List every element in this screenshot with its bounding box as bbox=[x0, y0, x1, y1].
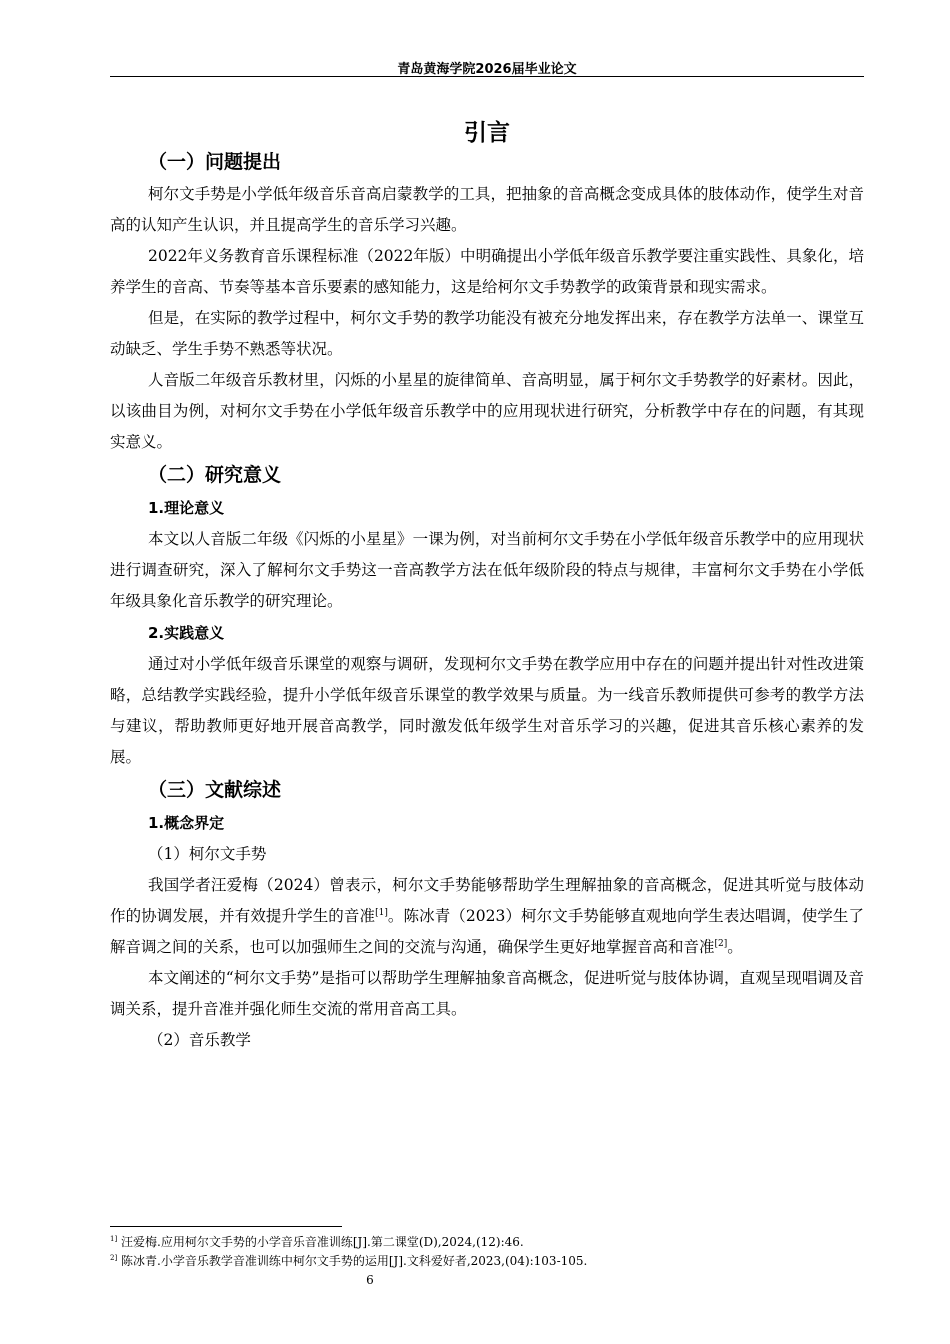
body-content bbox=[110, 145, 864, 1056]
section-heading-literature: （三）文献综述 bbox=[148, 779, 282, 801]
running-header: 青岛黄海学院2026届毕业论文 bbox=[397, 62, 577, 77]
list-item-music-teaching: （2）音乐教学 bbox=[148, 1031, 251, 1049]
paragraph: 本文以人音版二年级《闪烁的小星星》一课为例，对当前柯尔文手势在小学低年级音乐教学中的应用现状进行调查研究，深入了解柯尔文手势这一音高教学方法在低年级阶段的特点与规律，丰富柯尔文手势在小学低年级具象化音乐教学的研究理论。 bbox=[110, 530, 864, 610]
paragraph: 2022年义务教育音乐课程标准（2022年版）中明确提出小学低年级音乐教学要注重实践性、具象化，培养学生的音高、节奏等基本音乐要素的感知能力，这是给柯尔文手势教学的政策背景和现实需求。 bbox=[110, 247, 864, 296]
paragraph: 通过对小学低年级音乐课堂的观察与调研，发现柯尔文手势在教学应用中存在的问题并提出针对性改进策略，总结教学实践经验，提升小学低年级音乐课堂的教学效果与质量。为一线音乐教师提供可参考的教学方法与建议，帮助教师更好地开展音高教学，同时激发低年级学生对音乐学习的兴趣，促进其音乐核心素养的发展。 bbox=[110, 655, 864, 766]
footnote-2 bbox=[110, 1253, 870, 1269]
footnote-1 bbox=[110, 1234, 870, 1250]
page-number: 6 bbox=[366, 1273, 374, 1287]
section-heading-significance: （二）研究意义 bbox=[148, 464, 282, 486]
paragraph-with-citations bbox=[110, 870, 864, 963]
citation-ref-2[interactable]: [2] bbox=[714, 938, 728, 949]
footnote-rule bbox=[110, 1226, 342, 1227]
header-rule bbox=[110, 76, 864, 77]
paragraph: 本文阐述的“柯尔文手势”是指可以帮助学生理解抽象音高概念，促进听觉与肢体协调，直观呈现唱调及音调关系，提升音准并强化师生交流的常用音高工具。 bbox=[110, 969, 864, 1018]
paragraph-text: 我国学者汪爱梅（2024）曾表示，柯尔文手势能够帮助学生理解抽象的音高概念，促进其听觉与肢体动作的协调发展，并有效提升学生的音准 bbox=[110, 876, 864, 925]
chapter-title: 引言 bbox=[464, 120, 510, 146]
paragraph: 柯尔文手势是小学低年级音乐音高启蒙教学的工具，把抽象的音高概念变成具体的肢体动作，使学生对音高的认知产生认识，并且提高学生的音乐学习兴趣。 bbox=[110, 185, 864, 234]
section-heading-problem: （一）问题提出 bbox=[148, 151, 282, 173]
paragraph: 人音版二年级音乐教材里，闪烁的小星星的旋律简单、音高明显，属于柯尔文手势教学的好素材。因此，以该曲目为例，对柯尔文手势在小学低年级音乐教学中的应用现状进行研究，分析教学中存在的问题，有其现实意义。 bbox=[110, 371, 864, 451]
subheading-theory: 1.理论意义 bbox=[148, 499, 225, 517]
citation-ref-1[interactable]: [1] bbox=[375, 907, 388, 918]
subheading-practice: 2.实践意义 bbox=[148, 624, 225, 642]
footnote-text: 陈冰青.小学音乐教学音准训练中柯尔文手势的运用[J].文科爱好者,2023,(04):103-105. bbox=[121, 1254, 588, 1268]
paragraph-text: 。 bbox=[727, 938, 743, 956]
footnote-mark: 1] bbox=[110, 1235, 118, 1243]
footnote-mark: 2] bbox=[110, 1254, 118, 1262]
paragraph: 但是，在实际的教学过程中，柯尔文手势的教学功能没有被充分地发挥出来，存在教学方法单一、课堂互动缺乏、学生手势不熟悉等状况。 bbox=[110, 309, 864, 358]
paragraph-text: 。陈冰青（2023）柯尔文手势能够直观地向学生表达唱调，使学生了解音调之间的关系，也可以加强师生之间的交流与沟通，确保学生更好地掌握音高和音准 bbox=[110, 907, 864, 956]
subheading-concepts: 1.概念界定 bbox=[148, 814, 225, 832]
footnote-text: 汪爱梅.应用柯尔文手势的小学音乐音准训练[J].第二课堂(D),2024,(12):46. bbox=[121, 1235, 524, 1249]
list-item-curwen: （1）柯尔文手势 bbox=[148, 845, 267, 863]
